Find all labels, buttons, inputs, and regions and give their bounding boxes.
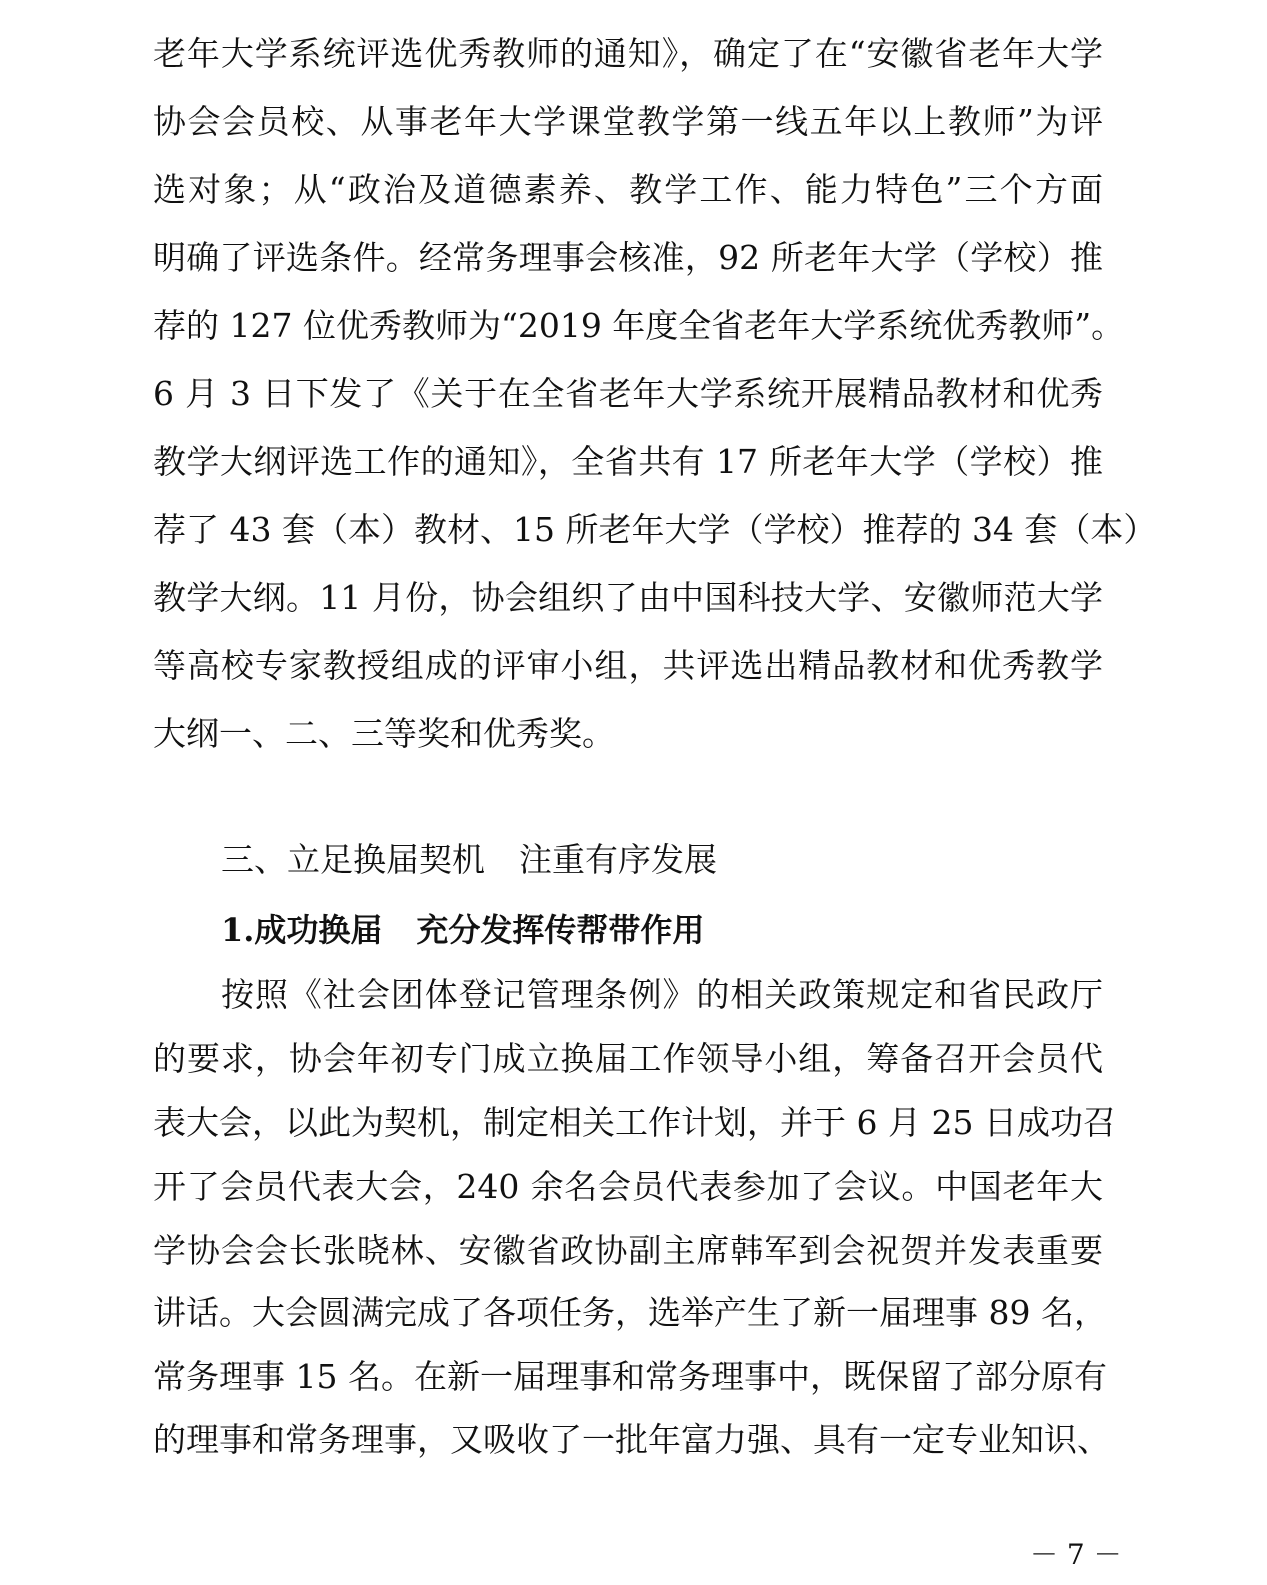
page-number: － 7 － bbox=[1030, 1538, 1122, 1571]
paragraph-line: 常务理事 15 名。在新一届理事和常务理事中，既保留了部分原有 bbox=[153, 1357, 1107, 1396]
section-heading bbox=[221, 835, 717, 885]
paragraph-line: 开了会员代表大会，240 余名会员代表参加了会议。中国老年大 bbox=[153, 1167, 1103, 1206]
paragraph-line: 荐了 43 套（本）教材、15 所老年大学（学校）推荐的 34 套（本） bbox=[153, 510, 1157, 549]
paragraph-line: 的要求，协会年初专门成立换届工作领导小组，筹备召开会员代 bbox=[153, 1039, 1103, 1078]
paragraph-line: 选对象；从“政治及道德素养、教学工作、能力特色”三个方面 bbox=[153, 170, 1103, 209]
paragraph-line: 讲话。大会圆满完成了各项任务，选举产生了新一届理事 89 名， bbox=[153, 1293, 1107, 1332]
paragraph-line: 明确了评选条件。经常务理事会核准，92 所老年大学（学校）推 bbox=[153, 238, 1103, 277]
paragraph-line: 教学大纲评选工作的通知》，全省共有 17 所老年大学（学校）推 bbox=[153, 442, 1103, 481]
paragraph-line: 表大会，以此为契机，制定相关工作计划，并于 6 月 25 日成功召 bbox=[153, 1103, 1116, 1142]
paragraph-line: 的理事和常务理事，又吸收了一批年富力强、具有一定专业知识、 bbox=[153, 1420, 1110, 1459]
section-heading-part1: 三、立足换届契机 bbox=[221, 840, 485, 879]
paragraph-line: 教学大纲。11 月份，协会组织了由中国科技大学、安徽师范大学 bbox=[153, 578, 1103, 617]
section-heading-part2: 注重有序发展 bbox=[519, 840, 717, 879]
paragraph-line: 老年大学系统评选优秀教师的通知》，确定了在“安徽省老年大学 bbox=[153, 34, 1103, 73]
paragraph-line: 6 月 3 日下发了《关于在全省老年大学系统开展精品教材和优秀 bbox=[153, 374, 1103, 413]
subsection-heading-part1: 1.成功换届 bbox=[221, 911, 383, 949]
paragraph-line: 等高校专家教授组成的评审小组，共评选出精品教材和优秀教学 bbox=[153, 646, 1103, 685]
paragraph-line: 学协会会长张晓林、安徽省政协副主席韩军到会祝贺并发表重要 bbox=[153, 1231, 1103, 1270]
subsection-heading bbox=[221, 905, 704, 955]
paragraph-line: 协会会员校、从事老年大学课堂教学第一线五年以上教师”为评 bbox=[153, 102, 1103, 141]
paragraph-line: 按照《社会团体登记管理条例》的相关政策规定和省民政厅 bbox=[221, 975, 1103, 1014]
paragraph-line: 荐的 127 位优秀教师为“2019 年度全省老年大学系统优秀教师”。 bbox=[153, 306, 1125, 345]
paragraph-line: 大纲一、二、三等奖和优秀奖。 bbox=[153, 714, 615, 753]
subsection-heading-part2: 充分发挥传帮带作用 bbox=[416, 911, 705, 949]
